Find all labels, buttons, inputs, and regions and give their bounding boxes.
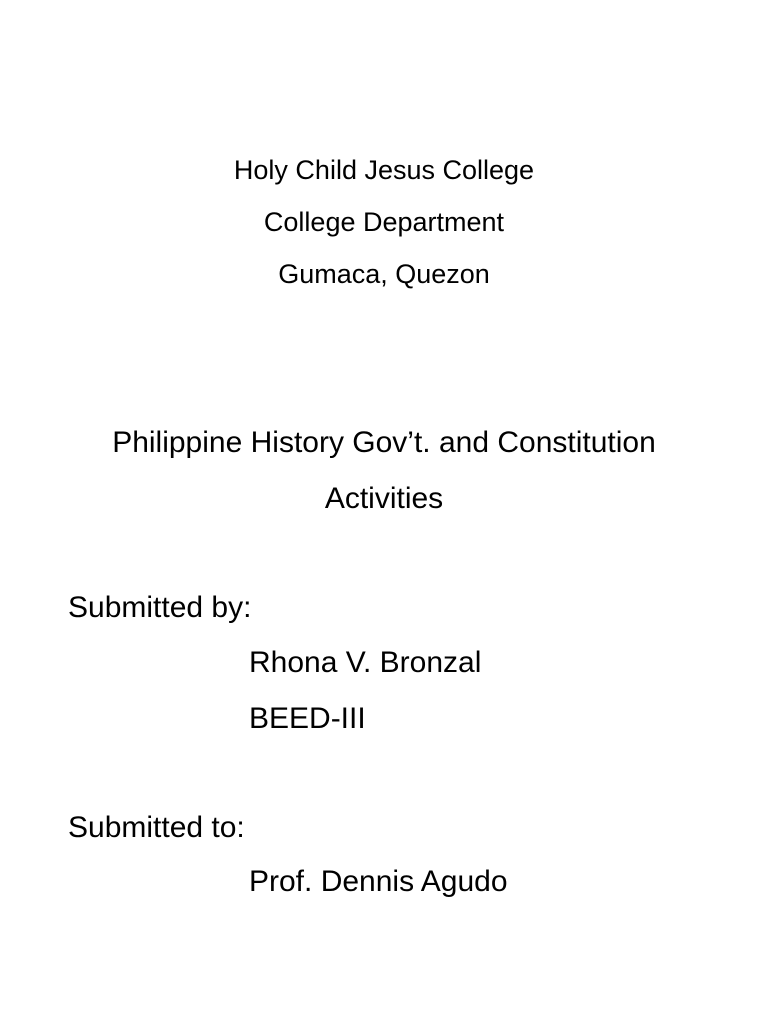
department-name: College Department xyxy=(263,207,505,237)
submitted-to-label: Submitted to: xyxy=(68,811,245,844)
document-subtitle: Activities xyxy=(324,482,444,515)
professor-name: Prof. Dennis Agudo xyxy=(249,865,508,898)
student-name: Rhona V. Bronzal xyxy=(249,646,482,679)
document-title: Philippine History Gov’t. and Constitution xyxy=(112,426,656,459)
school-location: Gumaca, Quezon xyxy=(278,259,490,289)
school-name: Holy Child Jesus College xyxy=(233,155,535,185)
student-course: BEED-III xyxy=(249,702,366,735)
submitted-by-label: Submitted by: xyxy=(68,591,252,624)
